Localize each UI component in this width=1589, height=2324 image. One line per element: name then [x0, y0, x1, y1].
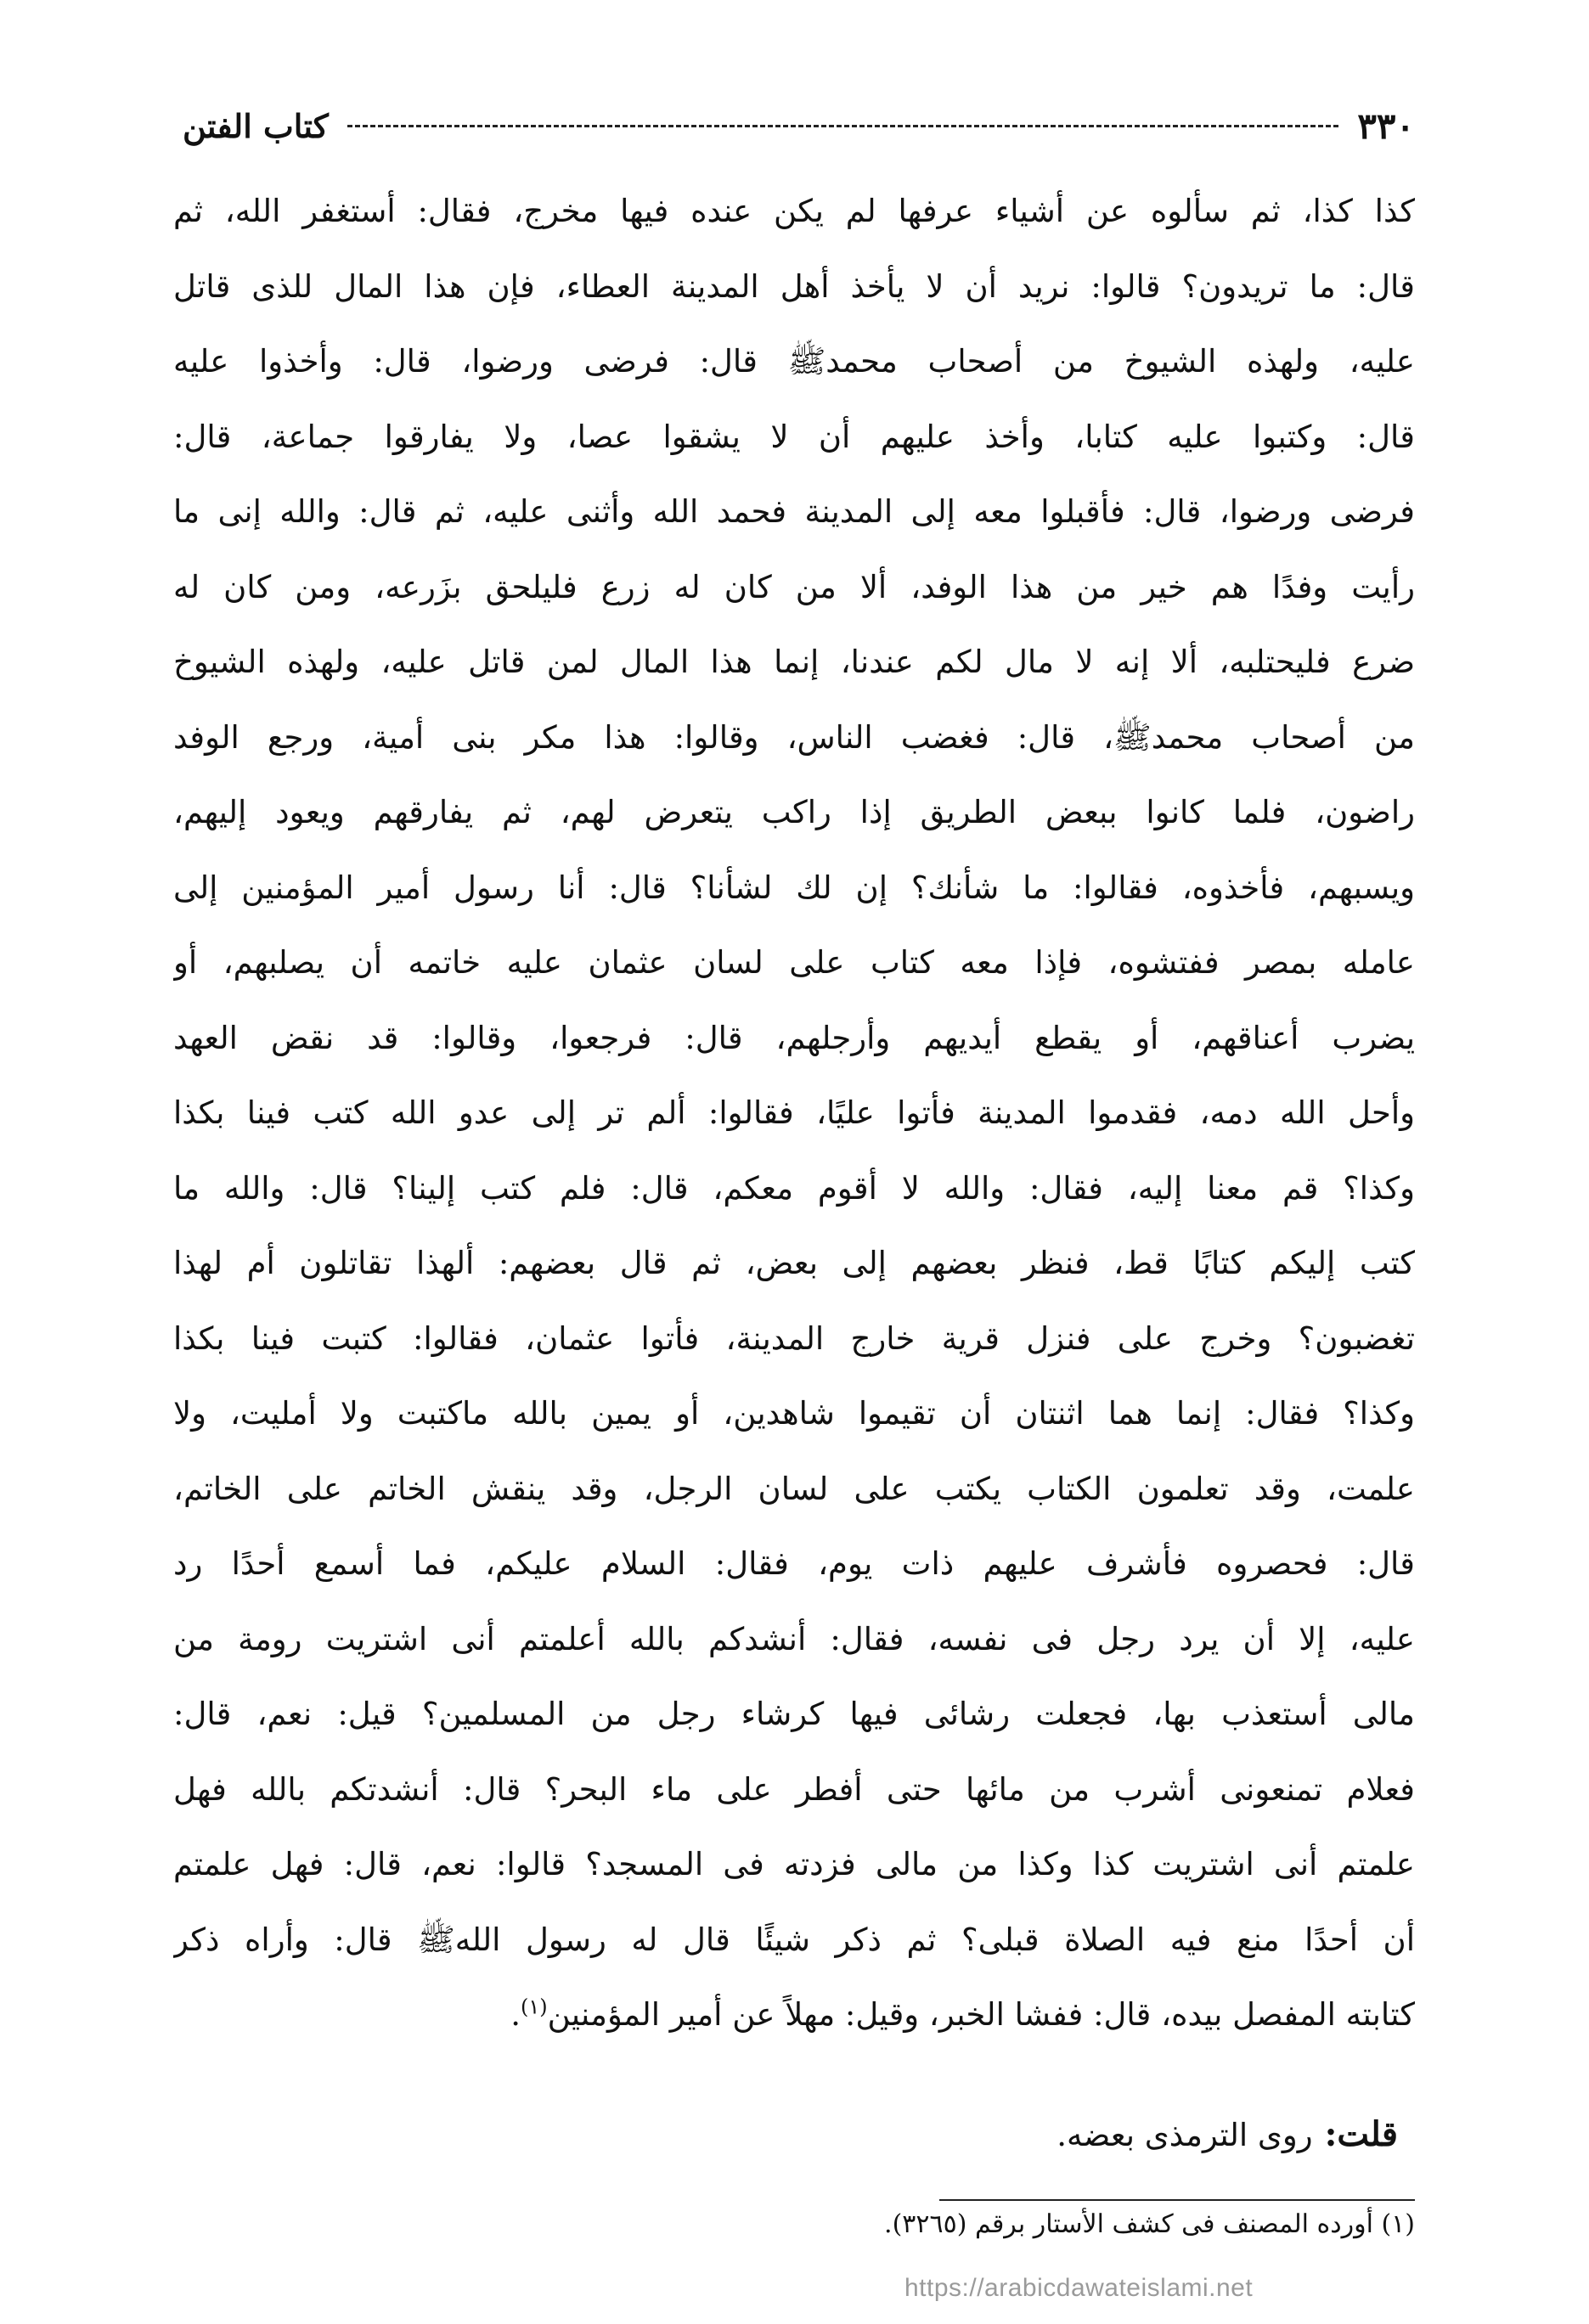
body-line: رأيت وفدًا هم خير من هذا الوفد، ألا من كان له زرع فليلحق بزَرعه، ومن كان له — [173, 568, 1415, 605]
footnote-reference[interactable]: (١) — [521, 1995, 548, 2019]
body-line: أن أحدًا منع فيه الصلاة قبلى؟ ثم ذكر شيئًا قال له رسول اللهﷺ قال: وأراه ذكر — [173, 1921, 1415, 1958]
footnote-divider — [939, 2199, 1415, 2201]
body-line: عامله بمصر ففتشوه، فإذا معه كتاب على لسان عثمان عليه خاتمه أن يصلبهم، أو — [173, 944, 1415, 981]
page-number: ٣٣٠ — [1357, 104, 1415, 147]
body-line: مالى أستعذب بها، فجعلت رشائى فيها كرشاء رجل من المسلمين؟ قيل: نعم، قال: — [173, 1696, 1415, 1732]
header-divider — [347, 125, 1338, 127]
body-line: علمت، وقد تعلمون الكتاب يكتب على لسان الرجل، وقد ينقش الخاتم على الخاتم، — [173, 1470, 1415, 1507]
note-text: روى الترمذى بعضه. — [1057, 2117, 1313, 2153]
body-line: عليه، إلا أن يرد رجل فى نفسه، فقال: أنشدكم بالله أعلمتم أنى اشتريت رومة من — [173, 1620, 1415, 1657]
running-header — [183, 100, 1415, 151]
body-line: علمتم أنى اشتريت كذا وكذا من مالى فزدته فى المسجد؟ قالوا: نعم، قال: فهل علمتم — [173, 1846, 1415, 1882]
body-line: ويسبهم، فأخذوه، فقالوا: ما شأنك؟ إن لك لشأنا؟ قال: أنا رسول أمير المؤمنين إلى — [173, 869, 1415, 906]
body-line: عليه، ولهذه الشيوخ من أصحاب محمدﷺ قال: فرضى ورضوا، قال: وأخذوا عليه — [173, 343, 1415, 380]
body-line: قال: ما تريدون؟ قالوا: نريد أن لا يأخذ أهل المدينة العطاء، فإن هذا المال للذى قاتل — [173, 267, 1415, 305]
note-label: قلت: — [1324, 2114, 1398, 2154]
watermark-url: https://arabicdawateislami.net — [904, 2274, 1254, 2302]
body-last-line-text: كتابته المفصل بيده، قال: ففشا الخبر، وقيل: مهلاً عن أمير المؤمنين — [547, 1996, 1415, 2033]
body-line: كتب إليكم كتابًا قط، فنظر بعضهم إلى بعض، ثم قال بعضهم: ألهذا تقاتلون أم لهذا — [173, 1245, 1415, 1281]
footnote: (١) أورده المصنف فى كشف الأستار برقم (٣٢٦٥). — [884, 2209, 1415, 2239]
book-title: كتاب الفتن — [183, 106, 329, 145]
body-line: راضون، فلما كانوا ببعض الطريق إذا راكب يتعرض لهم، ثم يفارقهم ويعود إليهم، — [173, 794, 1415, 830]
note — [1057, 2114, 1398, 2154]
body-line: وكذا؟ فقال: إنما هما اثنتان أن تقيموا شاهدين، أو يمين بالله ماكتبت ولا أمليت، ولا — [173, 1395, 1415, 1432]
body-line: وكذا؟ قم معنا إليه، فقال: والله لا أقوم معكم، قال: فلم كتب إلينا؟ قال: والله ما — [173, 1169, 1415, 1207]
body-last-line — [173, 1978, 1415, 2053]
body-line: فعلام تمنعونى أشرب من مائها حتى أفطر على ماء البحر؟ قال: أنشدتكم بالله فهل — [173, 1770, 1415, 1808]
body-line: كذا كذا، ثم سألوه عن أشياء عرفها لم يكن عنده فيها مخرج، فقال: أستغفر الله، ثم — [173, 193, 1415, 229]
body-line: من أصحاب محمدﷺ، قال: فغضب الناس، وقالوا: هذا مكر بنى أمية، ورجع الوفد — [173, 718, 1415, 756]
body-line: تغضبون؟ وخرج على فنزل قرية خارج المدينة، فأتوا عثمان، فقالوا: كتبت فينا بكذا — [173, 1320, 1415, 1357]
body-last-line-end: . — [510, 1996, 521, 2033]
body-text — [173, 174, 1415, 2053]
body-line: فرضى ورضوا، قال: فأقبلوا معه إلى المدينة فحمد الله وأثنى عليه، ثم قال: والله إنى ما — [173, 493, 1415, 530]
body-line: قال: فحصروه فأشرف عليهم ذات يوم، فقال: السلام عليكم، فما أسمع أحدًا رد — [173, 1545, 1415, 1582]
body-line: ضرع فليحتلبه، ألا إنه لا مال لكم عندنا، إنما هذا المال لمن قاتل عليه، ولهذه الشيوخ — [173, 644, 1415, 680]
body-line: قال: وكتبوا عليه كتابا، وأخذ عليهم أن لا يشقوا عصا، ولا يفارقوا جماعة، قال: — [173, 418, 1415, 455]
body-line: يضرب أعناقهم، أو يقطع أيديهم وأرجلهم، قال: فرجعوا، وقالوا: قد نقض العهد — [173, 1019, 1415, 1056]
body-line: وأحل الله دمه، فقدموا المدينة فأتوا عليًا، فقالوا: ألم تر إلى عدو الله كتب فينا بكذا — [173, 1094, 1415, 1131]
